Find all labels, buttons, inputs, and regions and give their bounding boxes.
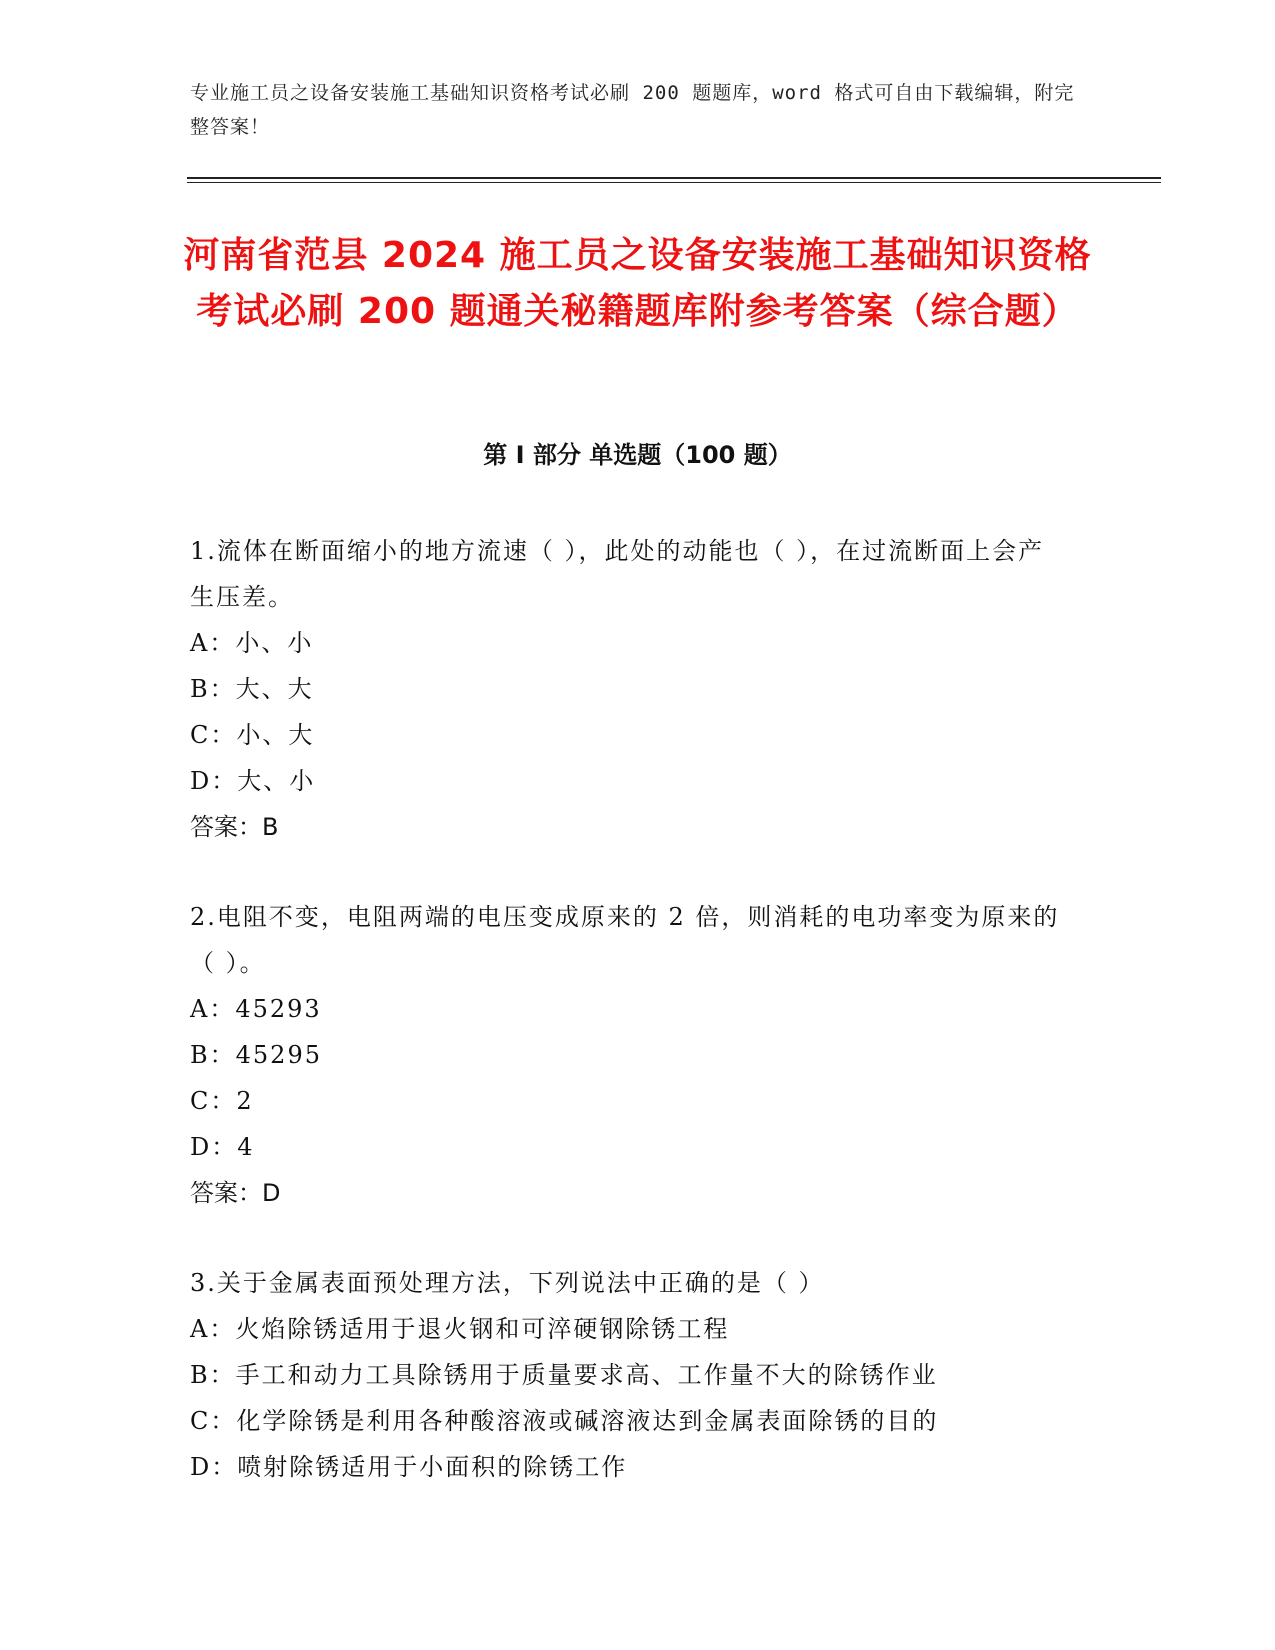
- header-divider-thick: [187, 177, 1161, 179]
- question-stem: 2.电阻不变，电阻两端的电压变成原来的 2 倍，则消耗的电功率变为原来的（ ）。: [190, 903, 1060, 977]
- question-list: [190, 528, 1070, 1534]
- answer: 答案：D: [190, 1179, 281, 1207]
- answer: 答案：B: [190, 813, 279, 841]
- option-b: B：45295: [190, 1041, 322, 1069]
- question-stem: 3.关于金属表面预处理方法，下列说法中正确的是（ ）: [190, 1269, 825, 1297]
- option-a: A：火焰除锈适用于退火钢和可淬硬钢除锈工程: [190, 1315, 730, 1343]
- question-1: [190, 528, 1070, 850]
- option-c: C：化学除锈是利用各种酸溶液或碱溶液达到金属表面除锈的目的: [190, 1407, 939, 1435]
- document-title: 河南省范县 2024 施工员之设备安装施工基础知识资格考试必刷 200 题通关秘籍题库附参考答案（综合题）: [183, 235, 1092, 332]
- question-stem: 1.流体在断面缩小的地方流速（ ），此处的动能也（ ），在过流断面上会产生压差。: [190, 537, 1045, 611]
- header-note: 专业施工员之设备安装施工基础知识资格考试必刷 200 题题库，word 格式可自由下载编辑，附完整答案！: [190, 82, 1075, 138]
- option-b: B：手工和动力工具除锈用于质量要求高、工作量不大的除锈作业: [190, 1361, 938, 1389]
- option-a: A：45293: [190, 995, 322, 1023]
- question-3: [190, 1260, 1070, 1490]
- option-c: C：小、大: [190, 721, 315, 749]
- option-c: C：2: [190, 1087, 254, 1115]
- question-2: [190, 894, 1070, 1216]
- header-divider-thin: [187, 182, 1161, 183]
- option-d: D：喷射除锈适用于小面积的除锈工作: [190, 1453, 628, 1481]
- option-b: B：大、大: [190, 675, 314, 703]
- option-d: D：大、小: [190, 767, 316, 795]
- option-d: D：4: [190, 1133, 255, 1161]
- option-a: A：小、小: [190, 629, 314, 657]
- section-title: 第 I 部分 单选题（100 题）: [483, 441, 792, 469]
